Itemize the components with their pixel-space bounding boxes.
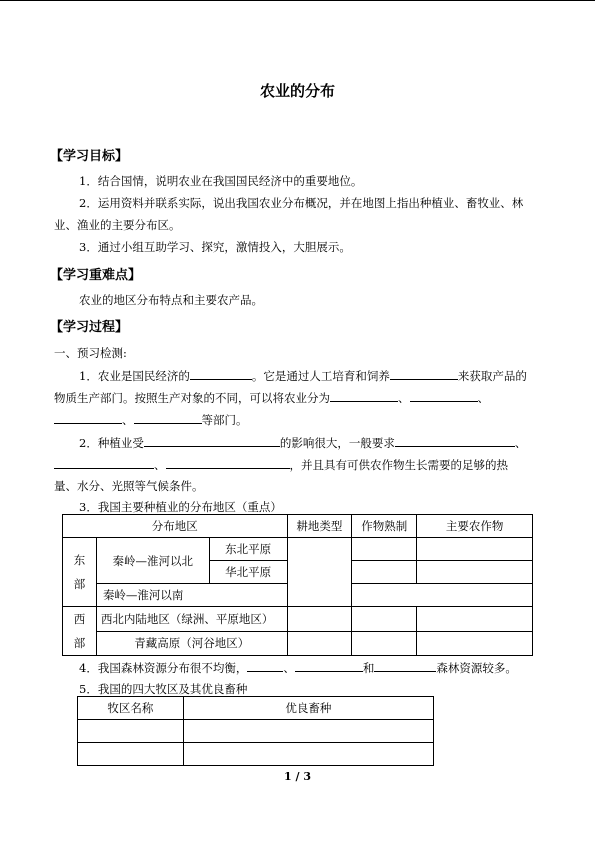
table-cell[interactable] (417, 561, 533, 584)
answer-blank[interactable] (410, 390, 478, 402)
table-cell[interactable] (78, 743, 184, 766)
preview-title: 一、预习检测: (54, 346, 127, 360)
table-cell[interactable] (287, 607, 352, 632)
goal-item-1: 1．结合国情，说明农业在我国国民经济中的重要地位。 (79, 174, 363, 188)
answer-blank[interactable] (54, 412, 122, 424)
answer-blank[interactable] (390, 368, 458, 380)
region-west: 西 部 (63, 607, 97, 656)
page-title: 农业的分布 (259, 82, 335, 100)
table-header: 分布地区 (63, 515, 288, 538)
table-header: 优良畜种 (183, 697, 433, 720)
question-3-label: 3．我国主要种植业的分布地区（重点） (79, 500, 282, 514)
goal-item-2-cont: 业、渔业的主要分布区。 (54, 218, 181, 232)
question-2-line-2: 、 ，并且具有可供农作物生长需要的足够的热 (54, 457, 508, 472)
question-1-line-1: 1．农业是国民经济的 。它是通过人工培育和饲养 来获取产品的 (79, 369, 527, 383)
table-cell[interactable] (352, 561, 417, 584)
answer-blank[interactable] (295, 660, 363, 672)
table-cell[interactable] (183, 743, 433, 766)
section-heading-goals: 【学习目标】 (50, 149, 129, 164)
answer-blank[interactable] (395, 435, 515, 447)
north-china-plain: 华北平原 (209, 561, 287, 584)
section-heading-key-points: 【学习重难点】 (50, 268, 142, 283)
table-cell[interactable] (352, 607, 417, 632)
northwest-inland: 西北内陆地区（绿洲、平原地区） (96, 607, 287, 632)
question-5-label: 5．我国的四大牧区及其优良畜种 (79, 682, 248, 696)
table-cell[interactable] (287, 538, 352, 607)
table-cell[interactable] (352, 631, 417, 656)
table-cell[interactable] (183, 720, 433, 743)
section-heading-process: 【学习过程】 (50, 320, 129, 335)
answer-blank[interactable] (374, 660, 436, 672)
question-2-line-1: 2．种植业受 的影响很大，一般要求 、 (79, 436, 527, 450)
qinghai-tibet-plateau: 青藏高原（河谷地区） (96, 631, 287, 656)
answer-blank[interactable] (247, 660, 283, 672)
table-header: 耕地类型 (287, 515, 352, 538)
table-cell[interactable] (78, 720, 184, 743)
goal-item-2: 2．运用资料并联系实际，说出我国农业分布概况，并在地图上指出种植业、畜牧业、林 (79, 196, 524, 210)
goal-item-3: 3．通过小组互助学习、探究，激情投入，大胆展示。 (79, 240, 351, 254)
answer-blank[interactable] (54, 457, 154, 469)
north-of-qinling-huaihe: 秦岭—淮河以北 (96, 538, 209, 584)
table-cell[interactable] (287, 631, 352, 656)
question-4: 4．我国森林资源分布很不均衡， 、 和 森林资源较多。 (79, 661, 517, 675)
table-header: 主要农作物 (417, 515, 533, 538)
question-2-line-3: 量、水分、光照等气候条件。 (54, 479, 204, 493)
key-points-text: 农业的地区分布特点和主要农产品。 (79, 293, 263, 307)
south-of-qinling-huaihe: 秦岭—淮河以南 (96, 584, 287, 607)
question-1-line-3: 、 等部门。 (54, 412, 248, 427)
table-header: 牧区名称 (78, 697, 184, 720)
table-cell[interactable] (417, 631, 533, 656)
pasture-table (77, 696, 434, 766)
question-1-line-2: 物质生产部门。按照生产对象的不同，可以将农业分为 、 、 (54, 391, 489, 405)
answer-blank[interactable] (144, 435, 280, 447)
table-cell[interactable] (352, 584, 533, 607)
table-header: 作物熟制 (352, 515, 417, 538)
page-number: 1 / 3 (284, 770, 311, 783)
northeast-plain: 东北平原 (209, 538, 287, 561)
answer-blank[interactable] (166, 457, 290, 469)
table-cell[interactable] (352, 538, 417, 561)
answer-blank[interactable] (190, 368, 252, 380)
top-rule (0, 0, 595, 1)
table-cell[interactable] (417, 607, 533, 632)
table-cell[interactable] (417, 538, 533, 561)
answer-blank[interactable] (330, 390, 398, 402)
answer-blank[interactable] (134, 412, 202, 424)
region-east: 东 部 (63, 538, 97, 607)
planting-distribution-table (62, 514, 533, 656)
